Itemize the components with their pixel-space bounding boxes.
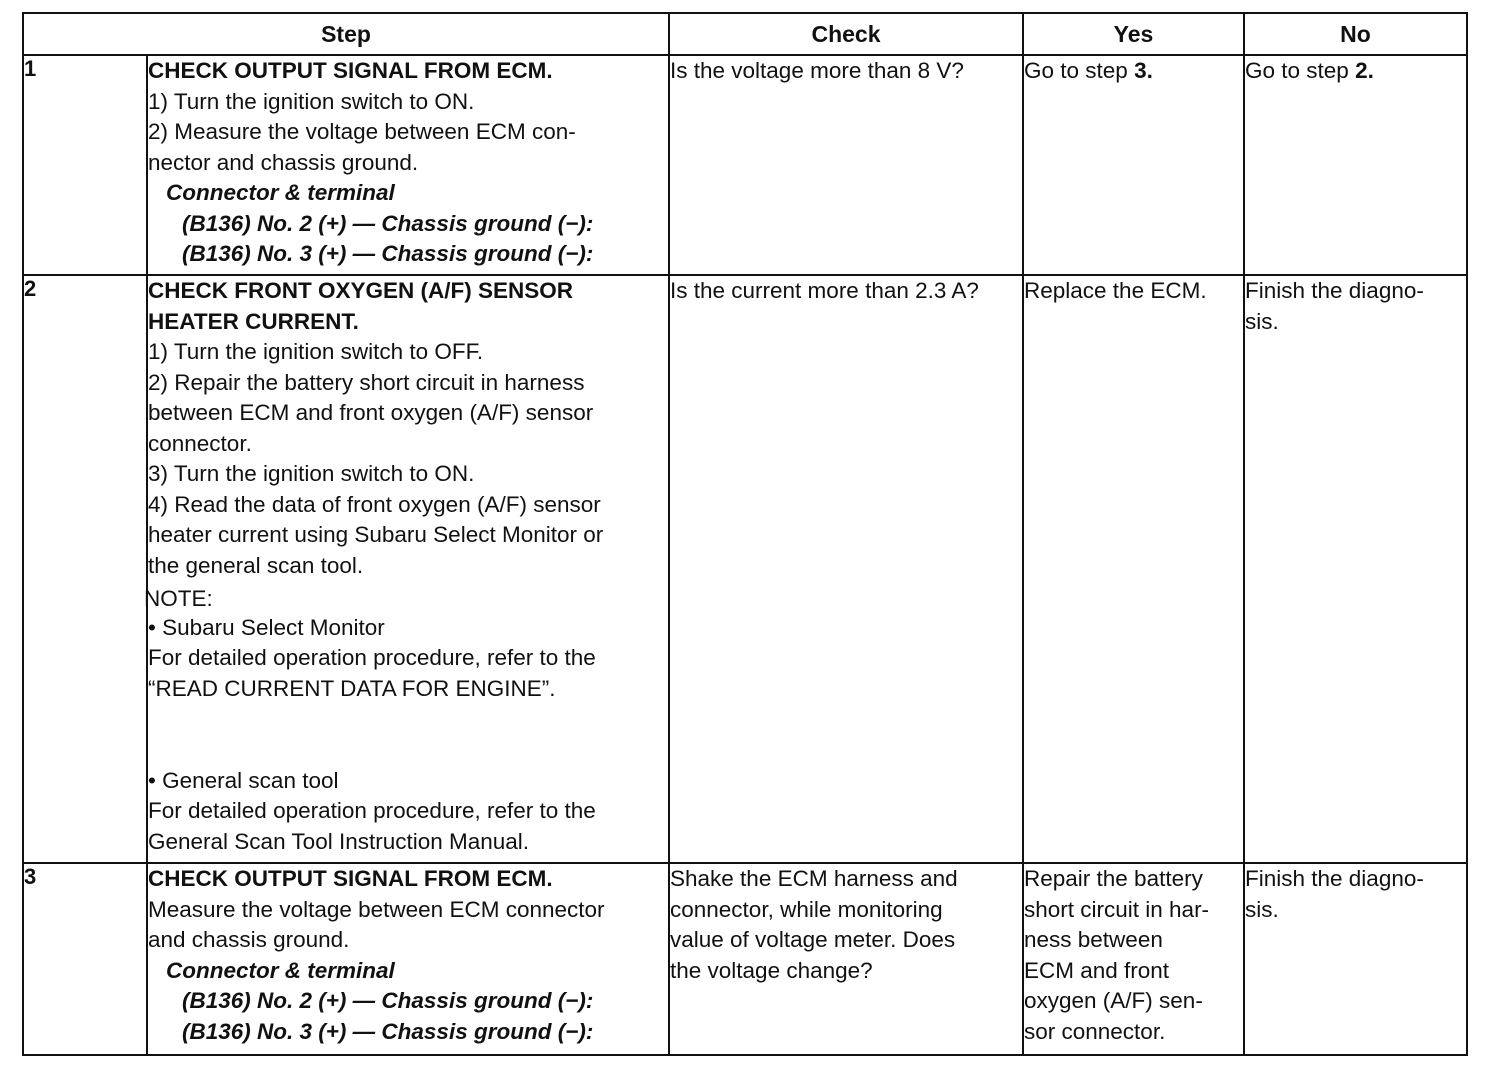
check-cell: Is the voltage more than 8 V?: [669, 55, 1023, 275]
note-label: NOTE:: [144, 586, 213, 611]
header-row: [23, 13, 1467, 55]
step-line: 3) Turn the ignition switch to ON.: [148, 461, 475, 486]
note-line: “READ CURRENT DATA FOR ENGINE”.: [148, 675, 556, 701]
yes-line: ECM and front: [1024, 957, 1170, 983]
terminal-line: (B136) No. 2 (+) — Chassis ground (−):: [182, 988, 594, 1013]
check-cell: Is the current more than 2.3 A?: [669, 275, 1023, 863]
no-step-ref: 2.: [1355, 58, 1374, 83]
yes-line: sor connector.: [1024, 1018, 1166, 1044]
no-line: sis.: [1245, 308, 1279, 334]
step-line: 2) Measure the voltage between ECM con-: [148, 119, 576, 144]
spacer: [148, 704, 668, 766]
check-line: the voltage change?: [670, 957, 873, 983]
step-line: between ECM and front oxygen (A/F) sensor: [148, 400, 594, 425]
connector-label: Connector & terminal: [166, 180, 395, 205]
yes-text: Go to step: [1024, 58, 1135, 83]
step-line: connector.: [148, 430, 252, 456]
step-description: [147, 863, 669, 1055]
no-text: Go to step: [1245, 58, 1356, 83]
step-line: 2) Repair the battery short circuit in harness: [148, 369, 585, 395]
check-cell: [669, 863, 1023, 1055]
header-yes: Yes: [1023, 13, 1244, 55]
yes-line: ness between: [1024, 927, 1163, 952]
step-line: heater current using Subaru Select Monitor or: [148, 522, 604, 547]
check-line: connector, while monitoring: [670, 896, 943, 922]
yes-line: short circuit in har-: [1024, 896, 1210, 922]
step-line: 4) Read the data of front oxygen (A/F) sensor: [148, 491, 601, 517]
yes-cell: [1023, 863, 1244, 1055]
step-line: the general scan tool.: [148, 552, 364, 578]
step-line: Measure the voltage between ECM connector: [148, 896, 605, 922]
no-cell: [1244, 275, 1467, 863]
terminal-line: (B136) No. 2 (+) — Chassis ground (−):: [182, 210, 594, 236]
step-number: 1: [23, 55, 147, 275]
step-line: 1) Turn the ignition switch to OFF.: [148, 339, 484, 364]
note-line: For detailed operation procedure, refer to the: [148, 798, 596, 823]
no-line: Finish the diagno-: [1245, 278, 1424, 303]
table-row: [23, 275, 1467, 863]
diagnostic-table: [22, 12, 1468, 1056]
no-cell: [1244, 55, 1467, 275]
terminal-line: (B136) No. 3 (+) — Chassis ground (−):: [182, 241, 594, 266]
note-line: For detailed operation procedure, refer to the: [148, 645, 596, 670]
step-line: nector and chassis ground.: [148, 149, 419, 175]
note-line: General Scan Tool Instruction Manual.: [148, 828, 530, 854]
step-number: 3: [23, 863, 147, 1055]
terminal-line: (B136) No. 3 (+) — Chassis ground (−):: [182, 1018, 594, 1044]
yes-cell: [1023, 55, 1244, 275]
header-check: Check: [669, 13, 1023, 55]
yes-line: Repair the battery: [1024, 866, 1203, 891]
step-number: 2: [23, 275, 147, 863]
no-line: sis.: [1245, 896, 1279, 922]
yes-line: oxygen (A/F) sen-: [1024, 988, 1203, 1013]
step-title: HEATER CURRENT.: [148, 308, 359, 334]
yes-cell: Replace the ECM.: [1023, 275, 1244, 863]
step-title: CHECK OUTPUT SIGNAL FROM ECM.: [148, 58, 553, 83]
no-line: Finish the diagno-: [1245, 866, 1424, 891]
header-step: Step: [23, 13, 669, 55]
no-cell: [1244, 863, 1467, 1055]
connector-label: Connector & terminal: [166, 957, 395, 983]
note-bullet: • Subaru Select Monitor: [148, 615, 385, 640]
step-line: and chassis ground.: [148, 927, 350, 952]
yes-step-ref: 3.: [1134, 58, 1153, 83]
note-bullet: • General scan tool: [148, 768, 339, 793]
step-line: 1) Turn the ignition switch to ON.: [148, 88, 475, 114]
check-line: Shake the ECM harness and: [670, 866, 958, 891]
table-row: [23, 863, 1467, 1055]
step-title: CHECK OUTPUT SIGNAL FROM ECM.: [148, 866, 553, 891]
header-no: No: [1244, 13, 1467, 55]
check-line: value of voltage meter. Does: [670, 927, 956, 952]
step-title: CHECK FRONT OXYGEN (A/F) SENSOR: [148, 278, 574, 303]
table-row: [23, 55, 1467, 275]
step-description: [144, 275, 669, 863]
step-description: [147, 55, 669, 275]
